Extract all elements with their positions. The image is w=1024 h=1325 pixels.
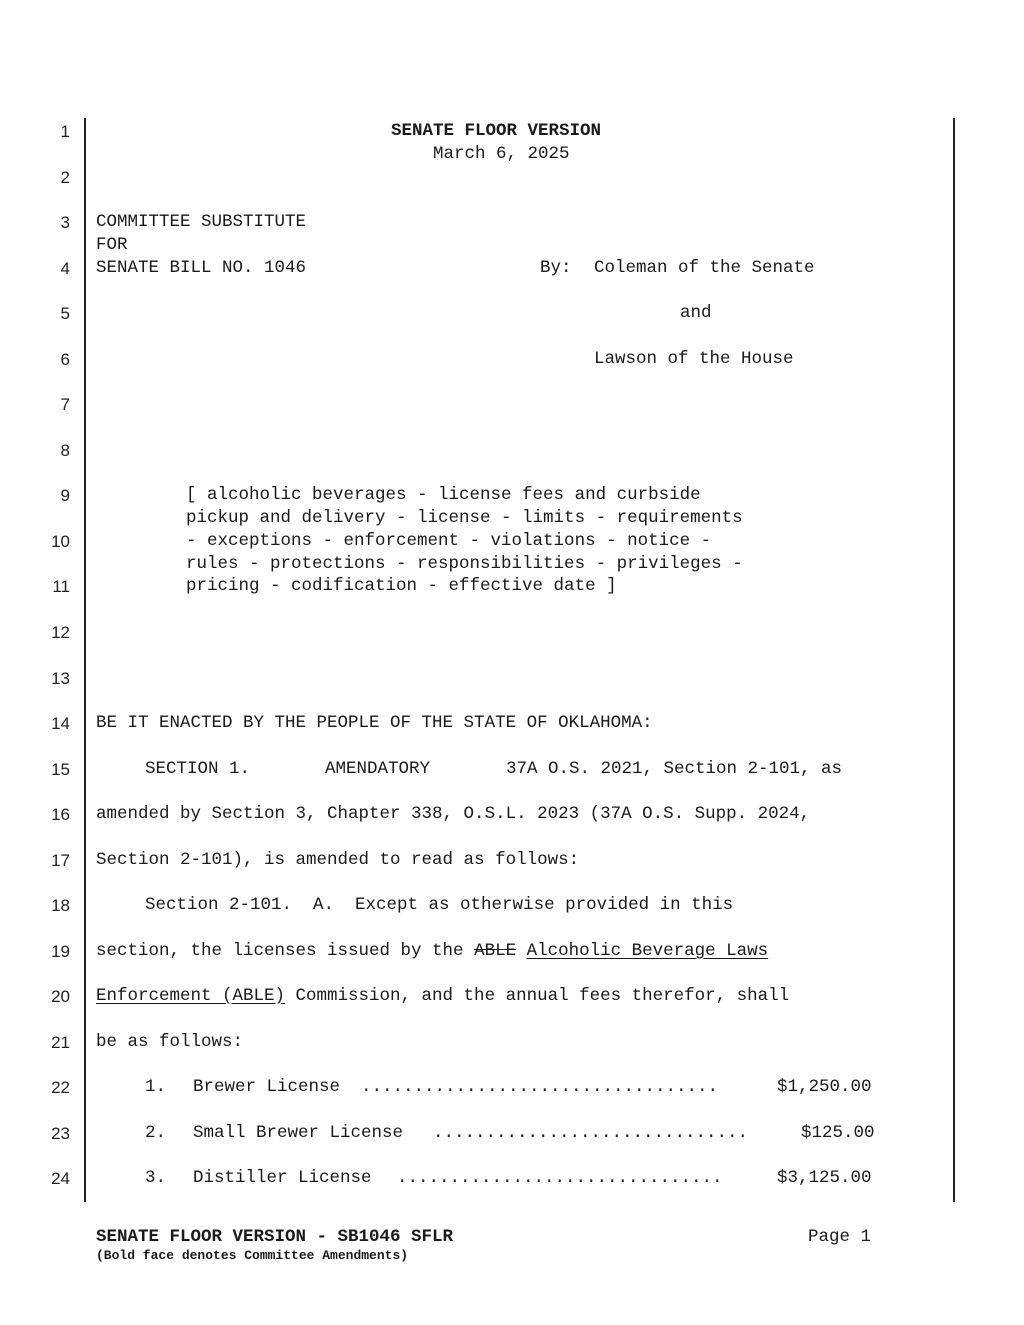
subject-line: pickup and delivery - license - limits - requirements — [186, 508, 743, 528]
author-house: Lawson of the House — [594, 349, 794, 369]
line-number: 1 — [60, 122, 70, 141]
line-number: 14 — [51, 714, 70, 733]
space — [516, 941, 527, 961]
fee-name: Small Brewer License — [193, 1123, 404, 1143]
fee-amount: $125.00 — [801, 1123, 875, 1143]
line-number: 24 — [51, 1169, 70, 1188]
and-text: and — [680, 303, 712, 323]
fee-leader: .............................. — [433, 1123, 749, 1143]
line-number: 19 — [51, 942, 70, 961]
subject-line: [ alcoholic beverages - license fees and curbside — [186, 485, 701, 505]
line-number: 11 — [52, 577, 70, 596]
line-number: 5 — [60, 304, 70, 323]
line-number: 20 — [51, 987, 70, 1006]
line-number: 16 — [51, 805, 70, 824]
body-line: Section 2-101), is amended to read as follows: — [96, 850, 580, 870]
line-number: 2 — [60, 168, 70, 187]
fee-amount: $1,250.00 — [777, 1077, 872, 1097]
enacting-clause: BE IT ENACTED BY THE PEOPLE OF THE STATE OF OKLAHOMA: — [96, 713, 653, 733]
bill-number: SENATE BILL NO. 1046 — [96, 258, 307, 278]
line20-text: Commission, and the annual fees therefor, shall — [285, 986, 790, 1006]
body-line: amended by Section 3, Chapter 338, O.S.L. 2023 (37A O.S. Supp. 2024, — [96, 804, 811, 824]
line-number: 8 — [60, 441, 70, 460]
line-number: 21 — [51, 1033, 70, 1052]
line-number: 23 — [51, 1124, 70, 1143]
line-number: 13 — [51, 669, 70, 688]
line-number: 17 — [51, 851, 70, 870]
author-senate: Coleman of the Senate — [594, 258, 815, 278]
line-number: 4 — [60, 259, 70, 278]
inserted-text: Enforcement (ABLE) — [96, 986, 286, 1006]
line-number: 7 — [60, 395, 70, 414]
fee-number: 1. — [145, 1077, 167, 1097]
substitute-line-2: FOR — [96, 235, 128, 255]
page-number: Page 1 — [808, 1227, 872, 1247]
document-title: SENATE FLOOR VERSION — [391, 121, 602, 141]
line-number: 10 — [51, 532, 70, 551]
document-date: March 6, 2025 — [433, 144, 570, 164]
inserted-text: Alcoholic Beverage Laws — [526, 941, 769, 961]
line-number: 3 — [60, 213, 70, 232]
section-citation: 37A O.S. 2021, Section 2-101, as — [506, 759, 843, 779]
line19-text: section, the licenses issued by the — [96, 941, 475, 961]
section-label: SECTION 1. — [145, 759, 251, 779]
fee-name: Brewer License — [193, 1077, 341, 1097]
line-number: 22 — [51, 1078, 70, 1097]
amendatory-label: AMENDATORY — [325, 759, 431, 779]
footer-note: (Bold face denotes Committee Amendments) — [96, 1248, 409, 1263]
subject-line: pricing - codification - effective date ] — [186, 576, 617, 596]
fee-name: Distiller License — [193, 1168, 372, 1188]
line-number: 6 — [60, 350, 70, 369]
line-number: 9 — [60, 486, 70, 505]
body-line: Section 2-101. A. Except as otherwise provided in this — [145, 895, 734, 915]
body-line: be as follows: — [96, 1032, 244, 1052]
fee-amount: $3,125.00 — [777, 1168, 872, 1188]
right-margin-rule — [953, 118, 955, 1202]
line-number: 15 — [51, 760, 70, 779]
substitute-line-1: COMMITTEE SUBSTITUTE — [96, 212, 307, 232]
line-number: 12 — [51, 623, 70, 642]
body-line — [96, 985, 789, 1007]
fee-leader: ............................... — [397, 1168, 723, 1188]
fee-number: 2. — [145, 1123, 167, 1143]
fee-leader: .................................. — [361, 1077, 719, 1097]
body-line — [96, 940, 768, 962]
line-number: 18 — [51, 896, 70, 915]
struck-text: ABLE — [474, 941, 517, 961]
footer-title: SENATE FLOOR VERSION - SB1046 SFLR — [96, 1227, 454, 1247]
subject-line: - exceptions - enforcement - violations - notice - — [186, 531, 712, 551]
by-label: By: — [540, 258, 572, 278]
left-margin-rule — [84, 118, 86, 1202]
subject-line: rules - protections - responsibilities - privileges - — [186, 554, 743, 574]
fee-number: 3. — [145, 1168, 167, 1188]
